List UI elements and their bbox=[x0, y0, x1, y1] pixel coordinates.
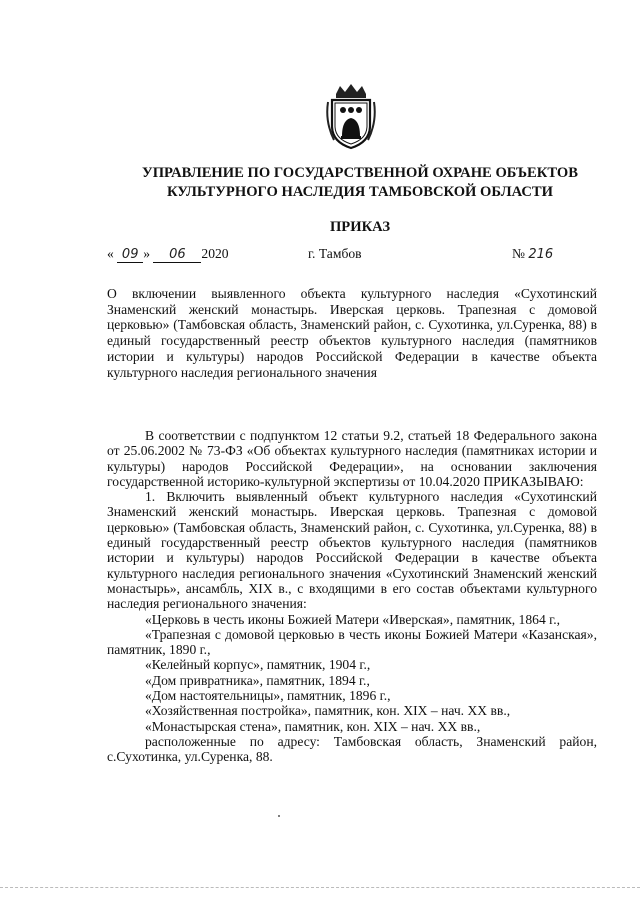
tambov-coat-of-arms-icon bbox=[324, 82, 378, 150]
agency-title bbox=[80, 164, 640, 202]
list-item: «Церковь в честь иконы Божией Матери «Иверская», памятник, 1864 г., bbox=[145, 611, 560, 627]
order-preamble: В соответствии с подпунктом 12 статьи 9.2, статьей 18 Федерального закона от 25.06.2002 № 73-ФЗ «Об объектах культурного наследия (памятниках истории и культуры) народов Российской Федерации», на основании заключения государственной историко-культурной экспертизы от 10.04.2020 ПРИКАЗЫВАЮ: bbox=[107, 428, 597, 489]
date-quote-open: « bbox=[107, 246, 114, 261]
order-number-handwritten: 216 bbox=[528, 247, 554, 262]
order-number bbox=[512, 246, 558, 266]
list-item: «Дом привратника», памятник, 1894 г., bbox=[145, 672, 370, 688]
list-item: «Хозяйственная постройка», памятник, кон. XIX – нач. XX вв., bbox=[145, 703, 511, 719]
order-city: г. Тамбов bbox=[308, 246, 362, 261]
scan-speck bbox=[278, 815, 280, 817]
list-item: «Келейный корпус», памятник, 1904 г., bbox=[145, 657, 371, 673]
date-quote-close: » bbox=[143, 246, 150, 261]
list-item: «Монастырская стена», памятник, кон. XIX – нач. XX вв., bbox=[145, 718, 481, 734]
order-point-1: 1. Включить выявленный объект культурного наследия «Сухотинский Знаменский женский монастырь. Иверская церковь. Трапезная с домовой церковью» (Тамбовская область, Знаменский район, с. Сухотинка, ул.Суренка, 88) в единый государственный реестр объектов культурного наследия (памятников истории и культуры) народов Российской Федерации в качестве объекта культурного наследия регионального значения «Сухотинский Знаменский женский монастырь», ансамбль, XIX в., с входящими в его состав объектами культурного наследия регионального значения: bbox=[107, 489, 597, 612]
order-subject: О включении выявленного объекта культурного наследия «Сухотинский Знаменский женский монастырь. Иверская церковь. Трапезная с домовой церковью» (Тамбовская область, Знаменский район, с. Сухотинка, ул.Суренка, 88) в единый государственный реестр объектов культурного наследия (памятников истории и культуры) народов Российской Федерации в качестве объекта культурного наследия регионального значения bbox=[107, 286, 597, 380]
date-month-handwritten: 06 bbox=[153, 247, 201, 263]
order-location: расположенные по адресу: Тамбовская область, Знаменский район, с.Сухотинка, ул.Суренка, 88. bbox=[107, 733, 597, 765]
order-body bbox=[107, 428, 597, 765]
order-number-label: № bbox=[512, 246, 525, 261]
date-day-handwritten: 09 bbox=[117, 247, 143, 263]
order-date bbox=[107, 246, 257, 266]
list-item: «Трапезная с домовой церковью в честь иконы Божией Матери «Казанская», памятник, 1890 г., bbox=[107, 626, 597, 658]
agency-title-line-2: КУЛЬТУРНОГО НАСЛЕДИЯ ТАМБОВСКОЙ ОБЛАСТИ bbox=[166, 184, 554, 200]
scan-edge-line bbox=[0, 887, 640, 888]
order-title: ПРИКАЗ bbox=[329, 219, 391, 235]
agency-title-line-1: УПРАВЛЕНИЕ ПО ГОСУДАРСТВЕННОЙ ОХРАНЕ ОБЪЕКТОВ bbox=[142, 165, 578, 181]
date-year: 2020 bbox=[201, 246, 229, 261]
list-item: «Дом настоятельницы», памятник, 1896 г., bbox=[145, 688, 391, 704]
